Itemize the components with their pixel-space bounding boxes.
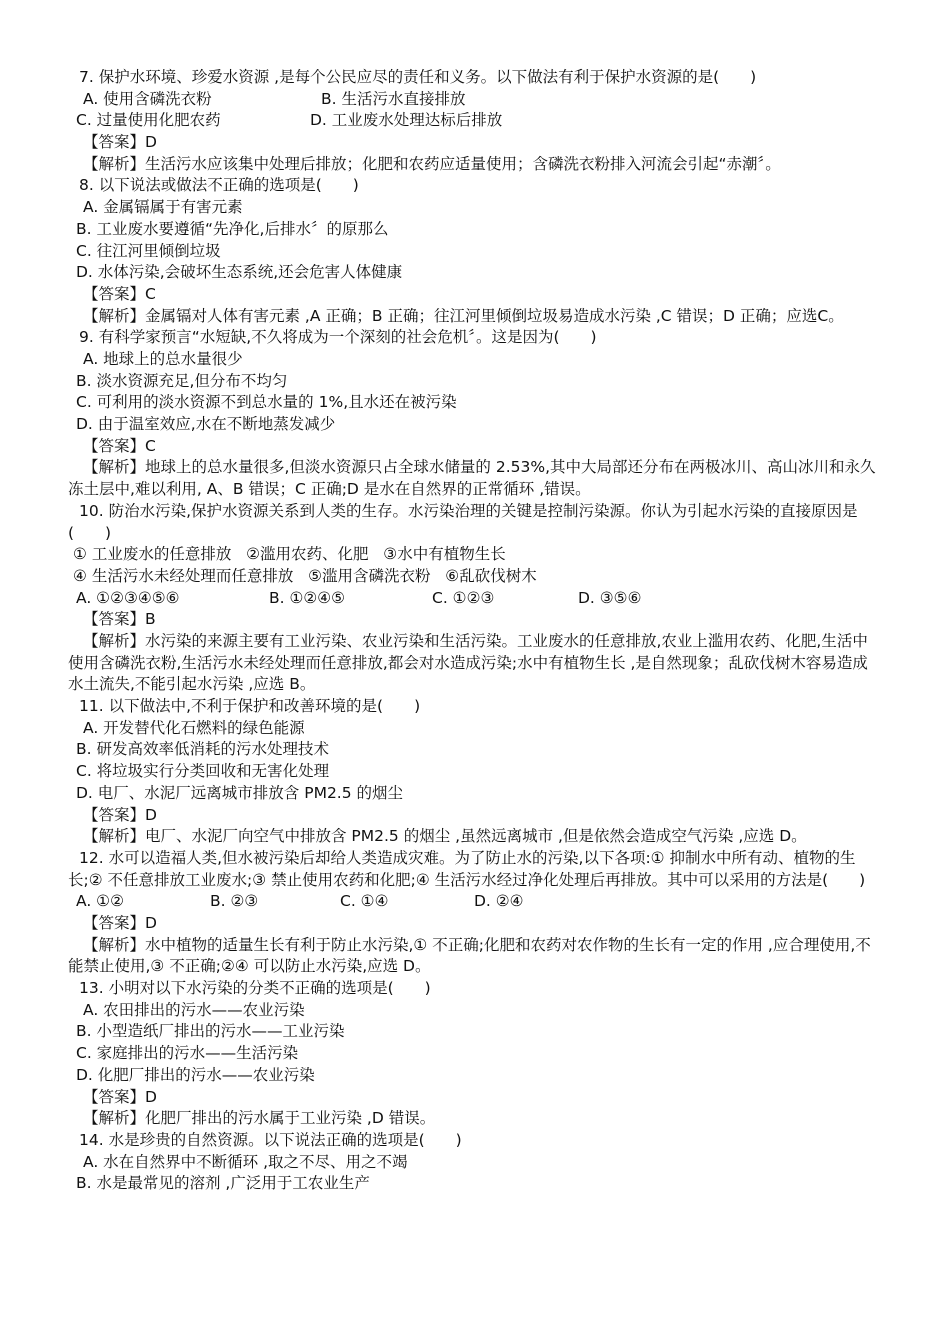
question-13-option-b: B. 小型造纸厂排出的污水——工业污染 bbox=[76, 1022, 345, 1041]
item-6: ⑥乱砍伐树木 bbox=[445, 566, 537, 585]
question-9-answer: 【答案】C bbox=[83, 436, 156, 455]
question-10-answer: 【答案】B bbox=[83, 610, 156, 629]
item-2: ②滥用农药、化肥 bbox=[246, 545, 369, 564]
question-11-stem: 11. 以下做法中,不利于保护和改善环境的是( ) bbox=[79, 697, 421, 716]
option-d: D. 工业废水处理达标后排放 bbox=[310, 111, 503, 130]
question-11-analysis: 【解析】电厂、水泥厂向空气中排放含 PM2.5 的烟尘 ,虽然远离城市 ,但是依然会造成空气污染 ,应选 D。 bbox=[83, 827, 807, 846]
item-1: ① 工业废水的任意排放 bbox=[73, 545, 232, 564]
question-12-options bbox=[68, 891, 883, 913]
question-11-option-a: A. 开发替代化石燃料的绿色能源 bbox=[83, 718, 305, 737]
question-10-stem: 10. 防治水污染,保护水资源关系到人类的生存。水污染治理的关键是控制污染源。你认为引起水污染的直接原因是( ) bbox=[68, 501, 858, 542]
question-12-answer: 【答案】D bbox=[83, 913, 157, 932]
question-9-option-d: D. 由于温室效应,水在不断地蒸发减少 bbox=[76, 415, 336, 434]
question-8-option-d: D. 水体污染,会破坏生态系统,还会危害人体健康 bbox=[76, 263, 403, 282]
question-7-options-row-1 bbox=[68, 89, 883, 111]
question-11-answer: 【答案】D bbox=[83, 805, 157, 824]
question-11-option-c: C. 将垃圾实行分类回收和无害化处理 bbox=[76, 762, 330, 781]
question-7-options-row-2 bbox=[68, 110, 883, 132]
option-a: A. ①②③④⑤⑥ bbox=[76, 588, 180, 607]
option-a: A. ①② bbox=[76, 892, 124, 911]
question-10-analysis: 【解析】水污染的来源主要有工业污染、农业污染和生活污染。工业废水的任意排放,农业上滥用农药、化肥,生活中使用含磷洗衣粉,生活污水未经处理而任意排放,都会对水造成污染;水中有植物生长 ,是自然现象；乱砍伐树木容易造成水土流失,不能引起水污染 ,应选 B。 bbox=[68, 631, 868, 694]
question-13-stem: 13. 小明对以下水污染的分类不正确的选项是( ) bbox=[79, 979, 431, 998]
question-9-option-a: A. 地球上的总水量很少 bbox=[83, 349, 243, 368]
item-4: ④ 生活污水未经处理而任意排放 bbox=[73, 566, 294, 585]
question-12-analysis: 【解析】水中植物的适量生长有利于防止水污染,① 不正确;化肥和农药对农作物的生长有一定的作用 ,应合理使用,不能禁止使用,③ 不正确;②④ 可以防止水污染,应选 D。 bbox=[68, 935, 871, 976]
option-b: B. ②③ bbox=[210, 892, 259, 911]
question-9-analysis: 【解析】地球上的总水量很多,但淡水资源只占全球水储量的 2.53%,其中大局部还分布在两极冰川、高山冰川和永久冻土层中,难以利用, A、B 错误；C 正确;D 是水在自然界的正常循环 ,错误。 bbox=[68, 458, 876, 499]
question-7-analysis: 【解析】生活污水应该集中处理后排放；化肥和农药应适量使用；含磷洗衣粉排入河流会引起“赤潮〞。 bbox=[83, 154, 781, 173]
option-c: C. ①②③ bbox=[432, 588, 495, 607]
question-8-stem: 8. 以下说法或做法不正确的选项是( ) bbox=[79, 176, 359, 195]
option-d: D. ③⑤⑥ bbox=[578, 588, 642, 607]
question-8-option-b: B. 工业废水要遵循“先净化,后排水〞的原那么 bbox=[76, 219, 389, 238]
item-3: ③水中有植物生长 bbox=[383, 545, 506, 564]
question-11-option-b: B. 研发高效率低消耗的污水处理技术 bbox=[76, 740, 329, 759]
option-c: C. ①④ bbox=[340, 892, 389, 911]
question-13-answer: 【答案】D bbox=[83, 1087, 157, 1106]
option-d: D. ②④ bbox=[474, 892, 524, 911]
question-13-analysis: 【解析】化肥厂排出的污水属于工业污染 ,D 错误。 bbox=[83, 1109, 436, 1128]
question-list bbox=[68, 67, 883, 1195]
question-8-answer: 【答案】C bbox=[83, 284, 156, 303]
question-8-option-a: A. 金属镉属于有害元素 bbox=[83, 198, 243, 217]
question-13-option-c: C. 家庭排出的污水——生活污染 bbox=[76, 1044, 299, 1063]
question-7-stem: 7. 保护水环境、珍爱水资源 ,是每个公民应尽的责任和义务。以下做法有利于保护水资源的是( ) bbox=[79, 68, 757, 86]
question-7-answer: 【答案】D bbox=[83, 133, 157, 152]
question-12-stem: 12. 水可以造福人类,但水被污染后却给人类造成灾难。为了防止水的污染,以下各项:① 抑制水中所有动、植物的生长;② 不任意排放工业废水;③ 禁止使用农药和化肥;④ 生活污水经过净化处理后再排放。其中可以采用的方法是( ) bbox=[68, 848, 866, 889]
question-10-items-row-1 bbox=[68, 544, 883, 566]
option-b: B. ①②④⑤ bbox=[269, 588, 346, 607]
question-11-option-d: D. 电厂、水泥厂远离城市排放含 PM2.5 的烟尘 bbox=[76, 783, 404, 802]
question-14-option-b: B. 水是最常见的溶剂 ,广泛用于工农业生产 bbox=[76, 1174, 370, 1193]
option-a: A. 使用含磷洗衣粉 bbox=[83, 89, 212, 108]
question-14-stem: 14. 水是珍贵的自然资源。以下说法正确的选项是( ) bbox=[79, 1130, 462, 1149]
question-14-option-a: A. 水在自然界中不断循环 ,取之不尽、用之不竭 bbox=[83, 1152, 408, 1171]
option-c: C. 过量使用化肥农药 bbox=[76, 111, 221, 130]
question-9-stem: 9. 有科学家预言“水短缺,不久将成为一个深刻的社会危机〞。这是因为( ) bbox=[79, 328, 597, 347]
question-13-option-d: D. 化肥厂排出的污水——农业污染 bbox=[76, 1065, 315, 1084]
option-b: B. 生活污水直接排放 bbox=[321, 89, 466, 108]
question-8-analysis: 【解析】金属镉对人体有害元素 ,A 正确；B 正确；往江河里倾倒垃圾易造成水污染 ,C 错误；D 正确；应选C。 bbox=[83, 306, 844, 325]
question-10-items-row-2 bbox=[68, 566, 883, 588]
item-5: ⑤滥用含磷洗衣粉 bbox=[308, 566, 431, 585]
question-9-option-b: B. 淡水资源充足,但分布不均匀 bbox=[76, 371, 288, 390]
question-9-option-c: C. 可利用的淡水资源不到总水量的 1%,且水还在被污染 bbox=[76, 393, 457, 412]
question-8-option-c: C. 往江河里倾倒垃圾 bbox=[76, 241, 221, 260]
question-10-options bbox=[68, 588, 883, 610]
question-13-option-a: A. 农田排出的污水——农业污染 bbox=[83, 1000, 305, 1019]
